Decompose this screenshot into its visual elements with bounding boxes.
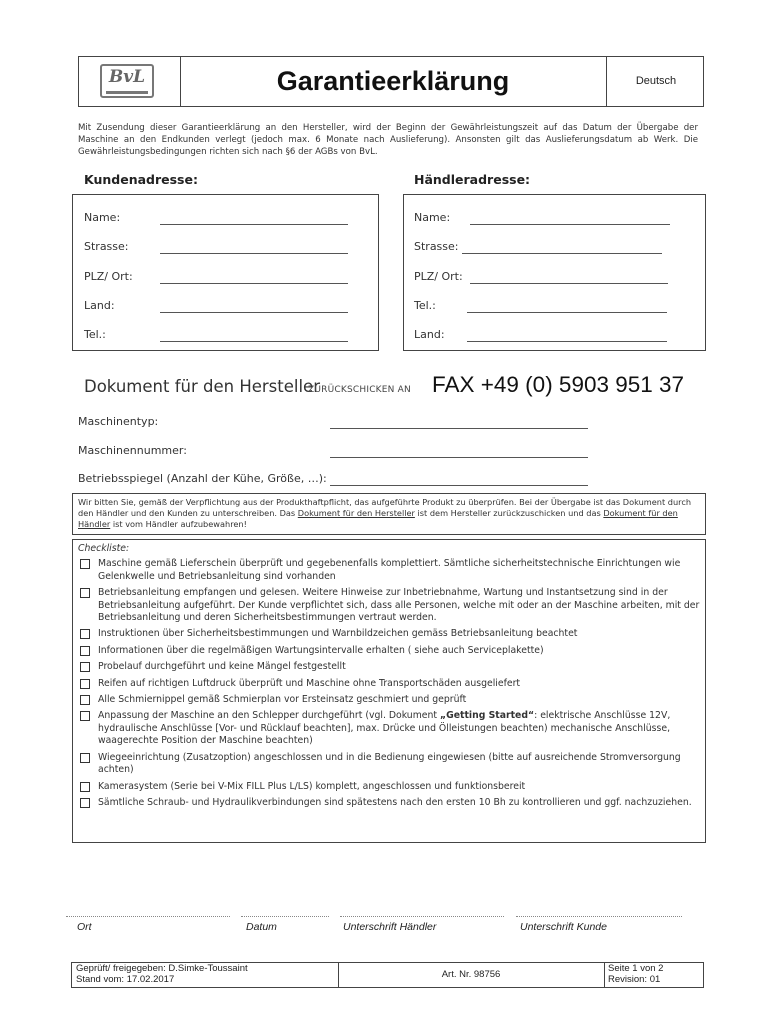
checkbox[interactable] — [80, 782, 90, 792]
checklist-item — [78, 645, 700, 657]
checkbox[interactable] — [80, 662, 90, 672]
checklist-item — [78, 661, 700, 673]
customer-country-label: Land: — [84, 299, 115, 312]
dealer-phone-field[interactable] — [467, 312, 667, 313]
footer-approval-cell — [76, 963, 339, 987]
dealer-phone-label: Tel.: — [414, 299, 436, 312]
checklist-item-text: Sämtliche Schraub- und Hydraulikverbindungen sind spätestens nach den ersten 10 Bh zu kontrollieren und ggf. nachzuziehen. — [98, 796, 692, 808]
bvl-logo — [100, 64, 154, 98]
notice-box — [72, 493, 706, 535]
dealer-city-field[interactable] — [470, 283, 668, 284]
language-label: Deutsch — [606, 56, 705, 107]
checklist-item-text: Maschine gemäß Lieferschein überprüft und gegebenenfalls komplettiert. Sämtliche sicherheitstechnische Einrichtungen wie Gelenkwelle und Betriebsanleitung sind vorhanden — [98, 558, 681, 582]
date-label: Datum — [246, 921, 277, 933]
document-title: Garantieerklärung — [276, 66, 510, 96]
revision: Revision: 01 — [608, 974, 661, 985]
footer-page-cell — [608, 963, 702, 987]
page-number: Seite 1 von 2 — [608, 963, 664, 974]
checklist-item — [78, 710, 700, 747]
notice-text-2: ist dem Hersteller zurückzuschicken und das — [414, 508, 604, 518]
dealer-street-field[interactable] — [462, 253, 662, 254]
checklist-item — [78, 694, 700, 706]
dealer-street-label: Strasse: — [414, 240, 459, 253]
checklist-item — [78, 558, 700, 583]
art-nr: Art. Nr. 98756 — [338, 963, 605, 987]
dealer-country-field[interactable] — [467, 341, 667, 342]
place-signature-line[interactable] — [66, 916, 230, 917]
machine-number-label: Maschinennummer: — [78, 444, 187, 457]
fax-number: FAX +49 (0) 5903 951 37 — [432, 372, 685, 397]
notice-text-3: ist vom Händler aufzubewahren! — [110, 519, 247, 529]
checklist-item — [78, 781, 700, 793]
checklist-item-text: Anpassung der Maschine an den Schlepper durchgeführt (vgl. Dokument — [98, 710, 440, 722]
operation-profile-field[interactable] — [330, 485, 588, 486]
dealer-city-label: PLZ/ Ort: — [414, 270, 463, 283]
logo-text: BvL — [108, 67, 146, 87]
dealer-country-label: Land: — [414, 328, 445, 341]
return-to-label: ZURÜCKSCHICKEN AN — [308, 385, 411, 395]
checkbox[interactable] — [80, 711, 90, 721]
dealer-heading: Händleradresse: — [414, 172, 531, 187]
customer-name-field[interactable] — [160, 224, 348, 225]
getting-started-ref: „Getting Started“ — [439, 710, 535, 722]
checklist-item-text: Betriebsanleitung empfangen und gelesen. Weitere Hinweise zur Inbetriebnahme, Wartung und Instantsetzung sind in der Betriebsanleitung aufgeführt. Der Kunde verpflichtet sich, dass alle Personen, welche mit oder an der Maschine arbeiten, mit der Betriebsanleitung und deren Sicherheitsbestimmungen vertraut werden. — [98, 587, 700, 624]
checkbox[interactable] — [80, 798, 90, 808]
checklist-item-text: Reifen auf richtigen Luftdruck überprüft und Maschine ohne Transportschäden ausgeliefert — [98, 677, 521, 689]
checkbox[interactable] — [80, 646, 90, 656]
dealer-signature-label: Unterschrift Händler — [343, 921, 437, 933]
customer-street-label: Strasse: — [84, 240, 129, 253]
customer-signature-label: Unterschrift Kunde — [520, 921, 607, 933]
checkbox[interactable] — [80, 753, 90, 763]
dealer-signature-line[interactable] — [340, 916, 504, 917]
checkbox[interactable] — [80, 588, 90, 598]
customer-heading: Kundenadresse: — [84, 172, 198, 187]
approved-by: Geprüft/ freigegeben: D.Simke-Toussaint — [76, 963, 248, 974]
customer-street-field[interactable] — [160, 253, 348, 254]
checkbox[interactable] — [80, 679, 90, 689]
logo-cell — [78, 56, 181, 107]
checklist-item-text: : elektrische Anschlüsse 12V, hydraulische Anschlüsse [Vor- und Rücklauf beachten], max. Drücke und Ölleistungen beachten) mechanische Anschlüsse, waagerechte Position der Maschine beachten) — [98, 710, 671, 747]
checklist-item — [78, 797, 700, 809]
checkbox[interactable] — [80, 695, 90, 705]
checkbox[interactable] — [80, 559, 90, 569]
checklist-item-text: Kamerasystem (Serie bei V-Mix FILL Plus L/LS) komplett, angeschlossen und funktionsbereit — [98, 780, 526, 792]
notice-text-1: Wir bitten Sie, gemäß der Verpflichtung aus der Produkthaftpflicht, das aufgeführte Produkt zu überprüfen. Bei der Übergabe ist das Dokument durch den Händler und den Kunden zu unterschreiben. Das — [78, 497, 692, 518]
customer-city-field[interactable] — [160, 283, 348, 284]
operation-profile-label: Betriebsspiegel (Anzahl der Kühe, Größe, …): — [78, 472, 327, 485]
checklist-item — [78, 678, 700, 690]
notice-link-dealer: Dokument für den Händler — [78, 508, 678, 529]
customer-signature-line[interactable] — [516, 916, 682, 917]
machine-number-field[interactable] — [330, 457, 588, 458]
checklist-item-text: Alle Schmiernippel gemäß Schmierplan vor Ersteinsatz geschmiert und geprüft — [98, 694, 467, 706]
customer-phone-label: Tel.: — [84, 328, 106, 341]
customer-country-field[interactable] — [160, 312, 348, 313]
machine-type-label: Maschinentyp: — [78, 415, 159, 428]
checklist-item — [78, 752, 700, 777]
checklist-item-text: Instruktionen über Sicherheitsbestimmungen und Warnbildzeichen gemäss Betriebsanleitung beachtet — [98, 628, 578, 640]
checklist-box — [72, 539, 706, 843]
customer-name-label: Name: — [84, 211, 121, 224]
stand-date: Stand vom: 17.02.2017 — [76, 974, 175, 985]
manufacturer-doc-title: Dokument für den Hersteller — [84, 377, 320, 396]
notice-link-manufacturer: Dokument für den Hersteller — [297, 508, 415, 518]
intro-text: Mit Zusendung dieser Garantieerklärung an den Hersteller, wird der Beginn der Gewährleistungszeit auf das Datum der Übergabe der Maschine an den Endkunden verlegt (jedoch max. 6 Monate nach Auslieferung). Ansonsten gilt das Auslieferungsdatum ab Werk. Die Gewährleistungsbedingungen richten sich nach §6 der AGBs von BvL. — [78, 123, 698, 157]
machine-type-field[interactable] — [330, 428, 588, 429]
checklist-item-text: Probelauf durchgeführt und keine Mängel festgestellt — [98, 661, 346, 673]
place-label: Ort — [77, 921, 92, 933]
customer-phone-field[interactable] — [160, 341, 348, 342]
checklist-item — [78, 587, 700, 624]
checkbox[interactable] — [80, 629, 90, 639]
checklist-item-text: Wiegeeinrichtung (Zusatzoption) angeschlossen und in die Bedienung eingewiesen (bitte auf ausreichende Stromversorgung achten) — [98, 751, 681, 776]
checklist-item-text: Informationen über die regelmäßigen Wartungsintervalle erhalten ( siehe auch Serviceplakette) — [98, 644, 544, 656]
footer-box — [71, 962, 704, 988]
dealer-name-label: Name: — [414, 211, 451, 224]
customer-city-label: PLZ/ Ort: — [84, 270, 133, 283]
checklist-title: Checkliste: — [78, 543, 130, 554]
checklist-item — [78, 628, 700, 640]
dealer-name-field[interactable] — [470, 224, 670, 225]
date-signature-line[interactable] — [241, 916, 329, 917]
